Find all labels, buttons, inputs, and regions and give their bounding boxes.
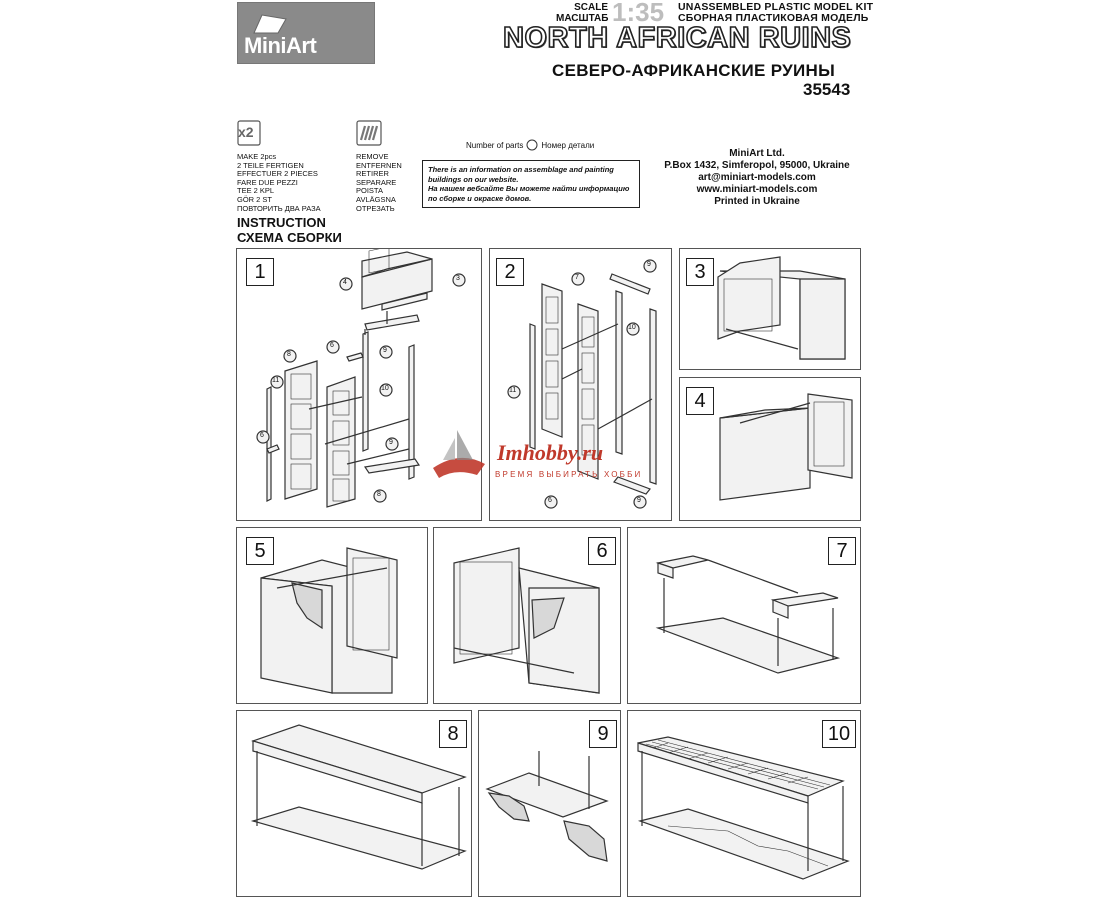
step-7-number: 7 (828, 537, 856, 565)
step-1-number: 1 (246, 258, 274, 286)
step-5-panel (236, 527, 428, 704)
step-5-number: 5 (246, 537, 274, 565)
scale-value: 1:35 (612, 0, 665, 27)
callout: 3 (456, 275, 460, 282)
make-line: FARE DUE PEZZI (237, 177, 298, 187)
callout: 8 (287, 351, 291, 358)
scale-label (556, 2, 608, 24)
step-8-number: 8 (439, 720, 467, 748)
step-10-number: 10 (822, 720, 856, 748)
kit-label (678, 2, 873, 24)
company-name: MiniArt Ltd. (729, 148, 785, 159)
number-of-parts-en: Number of parts (466, 140, 524, 150)
remove-line: ENTFERNEN (356, 160, 402, 170)
make-two-text (237, 153, 321, 213)
remove-line: RETIRER (356, 169, 389, 179)
step-3-number: 3 (686, 258, 714, 286)
company-address: P.Box 1432, Simferopol, 95000, Ukraine (664, 160, 850, 171)
callout: 9 (389, 439, 393, 446)
step-7-diagram (628, 528, 860, 703)
step-3-diagram (680, 249, 860, 369)
logo-brand: MiniArt (244, 33, 317, 58)
company-info (652, 148, 862, 208)
part-number-circle-icon (526, 139, 538, 151)
title-ru: СЕВЕРО-АФРИКАНСКИЕ РУИНЫ (552, 61, 836, 80)
title-en: NORTH AFRICAN RUINS (503, 22, 852, 54)
info-line: На нашем вебсайте Вы можете найти информацию (428, 184, 630, 193)
callout: 11 (272, 377, 280, 384)
callout: 8 (377, 491, 381, 498)
kit-code: 35543 (803, 80, 851, 99)
callout: 4 (343, 279, 347, 286)
callout: 9 (383, 347, 387, 354)
callout: 7 (575, 274, 579, 281)
make-line: GÖR 2 ST (237, 194, 273, 204)
make-line: TEE 2 KPL (237, 186, 275, 196)
callout: 6 (548, 497, 552, 504)
scale-label-ru: МАСШТАБ (556, 13, 609, 24)
instruction-ru: СХЕМА СБОРКИ (237, 230, 342, 245)
website-info-box (422, 160, 640, 208)
step-4-panel (679, 377, 861, 521)
step-9-diagram (479, 711, 620, 896)
step-6-diagram (434, 528, 620, 703)
step-6-number: 6 (588, 537, 616, 565)
callout: 6 (260, 432, 264, 439)
imhobby-watermark (425, 420, 685, 490)
callout: 11 (509, 387, 517, 394)
kit-label-en: UNASSEMBLED PLASTIC MODEL KIT (678, 1, 874, 13)
company-email: art@miniart-models.com (698, 172, 816, 183)
make-line: 2 TEILE FERTIGEN (237, 160, 304, 170)
step-4-diagram (680, 378, 860, 520)
step-5-diagram (237, 528, 427, 703)
remove-line: ОТРЕЗАТЬ (356, 203, 395, 213)
scale-label-en: SCALE (574, 2, 608, 13)
step-6-panel (433, 527, 621, 704)
make-line: MAKE 2pcs (237, 152, 277, 161)
callout: 6 (330, 342, 334, 349)
printed-in: Printed in Ukraine (714, 196, 800, 207)
remove-icon (356, 120, 382, 146)
step-4-number: 4 (686, 387, 714, 415)
info-line: There is an information on assemblage and painting (428, 165, 614, 174)
step-8-diagram (237, 711, 471, 896)
make-line: EFFECTUER 2 PIECES (237, 169, 318, 179)
sailboat-logo-icon (425, 420, 495, 490)
remove-text (356, 153, 402, 213)
watermark-subtext: ВРЕМЯ ВЫБИРАТЬ ХОББИ (495, 470, 643, 479)
step-9-number: 9 (589, 720, 617, 748)
step-8-panel (236, 710, 472, 897)
remove-line: AVLÄGSNA (356, 194, 396, 204)
callout: 9 (647, 261, 651, 268)
step-10-diagram (628, 711, 860, 896)
company-website: www.miniart-models.com (696, 184, 818, 195)
info-line: buildings on our website. (428, 174, 519, 184)
callout: 9 (637, 497, 641, 504)
info-line: по сборке и окраске домов. (428, 193, 532, 203)
callout: 10 (381, 385, 389, 392)
step-9-panel (478, 710, 621, 897)
remove-line: SEPARARE (356, 177, 397, 187)
number-of-parts-ru: Номер детали (541, 140, 595, 150)
remove-line: REMOVE (356, 152, 389, 161)
step-3-panel (679, 248, 861, 370)
kit-label-ru: СБОРНАЯ ПЛАСТИКОВАЯ МОДЕЛЬ (678, 12, 869, 24)
make-two-badge: x2 (238, 124, 254, 140)
step-2-number: 2 (496, 258, 524, 286)
number-of-parts-legend (466, 139, 594, 151)
step-7-panel (627, 527, 861, 704)
step-10-panel (627, 710, 861, 897)
instruction-en: INSTRUCTION (237, 215, 326, 230)
callout: 10 (628, 324, 636, 331)
remove-line: POISTA (356, 186, 383, 196)
miniart-logo (237, 2, 375, 64)
logo-flag-icon (252, 13, 288, 35)
instruction-heading (237, 215, 342, 245)
watermark-text: Imhobby.ru (497, 440, 604, 465)
make-line: ПОВТОРИТЬ ДВА РАЗА (237, 203, 321, 213)
